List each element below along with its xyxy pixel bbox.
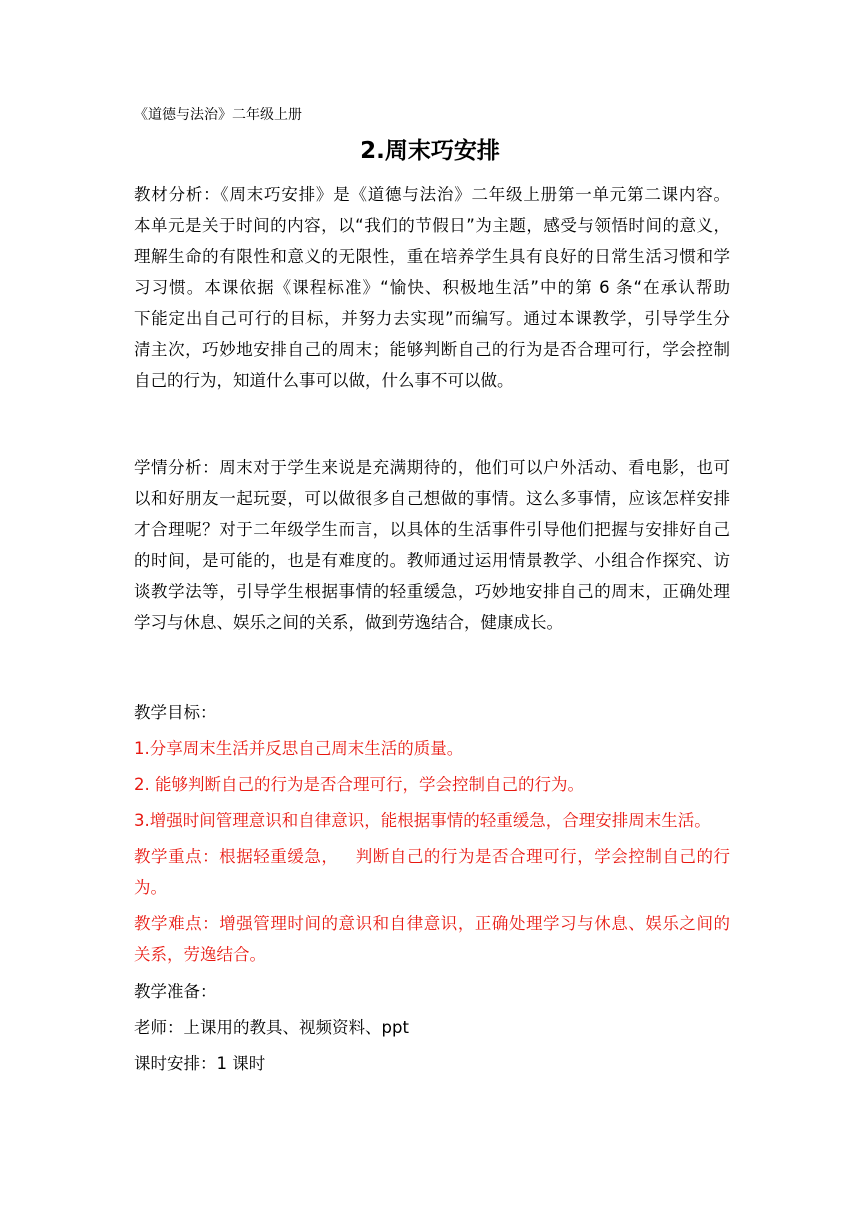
difficulty-paragraph	[134, 908, 730, 970]
student-analysis-paragraph	[134, 452, 730, 638]
paragraph-line: 清主次，巧妙地安排自己的周末；能够判断自己的行为是否合理可行，学会控制	[134, 340, 730, 359]
paragraph-line: 学习与休息、娱乐之间的关系，做到劳逸结合，健康成长。	[134, 613, 563, 632]
paragraph-line: 学情分析：周末对于学生来说是充满期待的，他们可以户外活动、看电影，也可	[134, 458, 730, 477]
textbook-analysis-paragraph	[134, 179, 730, 396]
course-header: 《道德与法治》二年级上册	[134, 107, 302, 123]
paragraph-line: 下能定出自己可行的目标，并努力去实现”而编写。通过本课教学，引导学生分	[134, 309, 730, 328]
key-point-paragraph	[134, 841, 730, 903]
paragraph-line: 为。	[134, 878, 167, 897]
paragraph-line: 习习惯。本课依据《课程标准》“愉快、积极地生活”中的第 6 条“在承认帮助	[134, 278, 730, 297]
paragraph-line: 理解生命的有限性和意义的无限性，重在培养学生具有良好的日常生活习惯和学	[134, 247, 730, 266]
paragraph-line: 的时间，是可能的，也是有难度的。教师通过运用情景教学、小组合作探究、访	[134, 551, 730, 570]
teacher-materials: 老师：上课用的教具、视频资料、ppt	[134, 1018, 409, 1037]
lesson-title: 2.周末巧安排	[360, 138, 500, 164]
paragraph-line: 以和好朋友一起玩耍，可以做很多自己想做的事情。这么多事情，应该怎样安排	[134, 489, 730, 508]
objective-item-2: 2. 能够判断自己的行为是否合理可行，学会控制自己的行为。	[134, 775, 584, 794]
objectives-heading: 教学目标：	[134, 703, 217, 722]
schedule-line: 课时安排：1 课时	[134, 1054, 266, 1073]
paragraph-line: 才合理呢？对于二年级学生而言，以具体的生活事件引导他们把握与安排好自己	[134, 520, 730, 539]
objective-item-3: 3.增强时间管理意识和自律意识，能根据事情的轻重缓急，合理安排周末生活。	[134, 811, 711, 830]
paragraph-line: 自己的行为，知道什么事可以做，什么事不可以做。	[134, 371, 514, 390]
paragraph-line: 教学重点：根据轻重缓急， 判断自己的行为是否合理可行，学会控制自己的行	[134, 847, 730, 866]
preparation-heading: 教学准备：	[134, 982, 217, 1001]
paragraph-line: 本单元是关于时间的内容，以“我们的节假日”为主题，感受与领悟时间的意义，	[134, 216, 730, 235]
objective-item-1: 1.分享周末生活并反思自己周末生活的质量。	[134, 739, 464, 758]
paragraph-line: 教学难点：增强管理时间的意识和自律意识，正确处理学习与休息、娱乐之间的	[134, 914, 730, 933]
paragraph-line: 谈教学法等，引导学生根据事情的轻重缓急，巧妙地安排自己的周末，正确处理	[134, 582, 730, 601]
paragraph-line: 教材分析：《周末巧安排》是《道德与法治》二年级上册第一单元第二课内容。	[134, 185, 730, 204]
paragraph-line: 关系，劳逸结合。	[134, 945, 266, 964]
